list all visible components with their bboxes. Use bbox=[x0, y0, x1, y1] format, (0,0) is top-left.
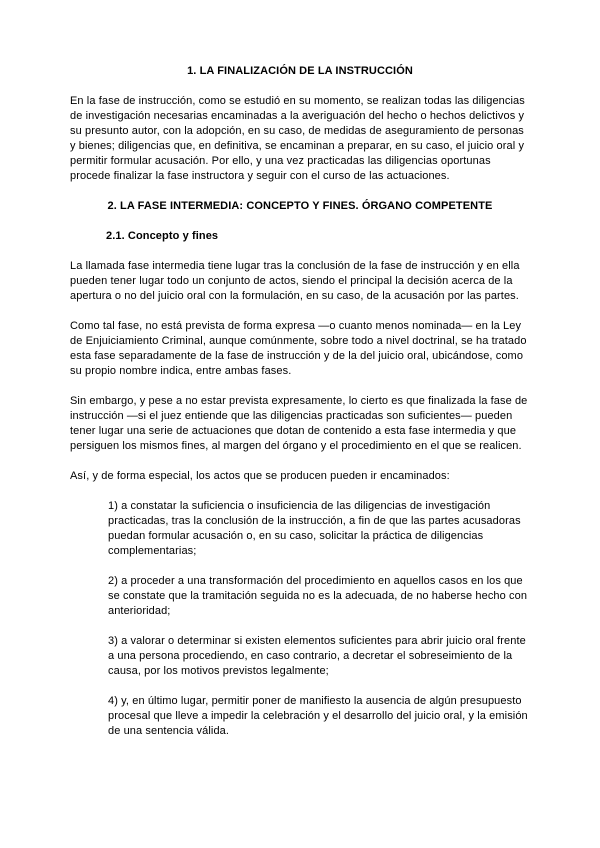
section-1-paragraph: En la fase de instrucción, como se estudió en su momento, se realizan todas las diligencias de investigación necesarias encaminadas a la averiguación del hecho o hechos delictivos y su presunto autor, con la adopción, en su caso, de medidas de aseguramiento de personas y bienes; diligencias que, en definitiva, se encaminan a preparar, en su caso, el juicio oral y permitir formular acusación. Por ello, y una vez practicadas las diligencias oportunas procede finalizar la fase instructora y seguir con el curso de las actuaciones. bbox=[70, 95, 525, 182]
paragraph-sin-embargo: Sin embargo, y pese a no estar prevista expresamente, lo cierto es que finalizada la fase de instrucción —si el juez entiende que las diligencias practicadas son suficientes— pueden tener lugar una serie de actuaciones que dotan de contenido a esta fase intermedia y que persiguen los mismos fines, al margen del órgano y el procedimiento en el que se realicen. bbox=[70, 395, 528, 452]
paragraph-fase-intermedia: La llamada fase intermedia tiene lugar tras la conclusión de la fase de instrucción y en ella pueden tener lugar todo un conjunto de actos, siendo el principal la decisión acerca de la apertura o no del juicio oral con la formulación, en su caso, de la acusación por las partes. bbox=[70, 260, 520, 302]
section-1-heading: 1. LA FINALIZACIÓN DE LA INSTRUCCIÓN bbox=[187, 65, 413, 77]
numbered-item-1: 1) a constatar la suficiencia o insuficiencia de las diligencias de investigación practicadas, tras la conclusión de la instrucción, a fin de que las partes acusadoras puedan formular acusación o, en su caso, solicitar la práctica de diligencias complementarias; bbox=[108, 500, 521, 557]
numbered-item-2: 2) a proceder a una transformación del procedimiento en aquellos casos en los que se constate que la tramitación seguida no es la adecuada, de no haberse hecho con anterioridad; bbox=[108, 575, 528, 617]
paragraph-como-tal-fase: Como tal fase, no está prevista de forma expresa —o cuanto menos nominada— en la Ley de Enjuiciamiento Criminal, aunque comúnmente, sobre todo a nivel doctrinal, se ha tratado esta fase separadamente de la fase de instrucción y de la del juicio oral, ubicándose, como su propio nombre indica, entre ambas fases. bbox=[70, 320, 527, 377]
paragraph-asi-de-forma-especial: Así, y de forma especial, los actos que se producen pueden ir encaminados: bbox=[70, 470, 450, 482]
subsection-2-1-heading: 2.1. Concepto y fines bbox=[106, 230, 219, 242]
numbered-item-3: 3) a valorar o determinar si existen elementos suficientes para abrir juicio oral frente a una persona procediendo, en caso contrario, a decretar el sobreseimiento de la causa, por los motivos previstos legalmente; bbox=[108, 635, 526, 677]
section-2-heading: 2. LA FASE INTERMEDIA: CONCEPTO Y FINES. ÓRGANO COMPETENTE bbox=[107, 200, 493, 212]
numbered-item-4: 4) y, en último lugar, permitir poner de manifiesto la ausencia de algún presupuesto procesal que lleve a impedir la celebración y el desarrollo del juicio oral, y la emisión de una sentencia válida. bbox=[108, 695, 528, 737]
